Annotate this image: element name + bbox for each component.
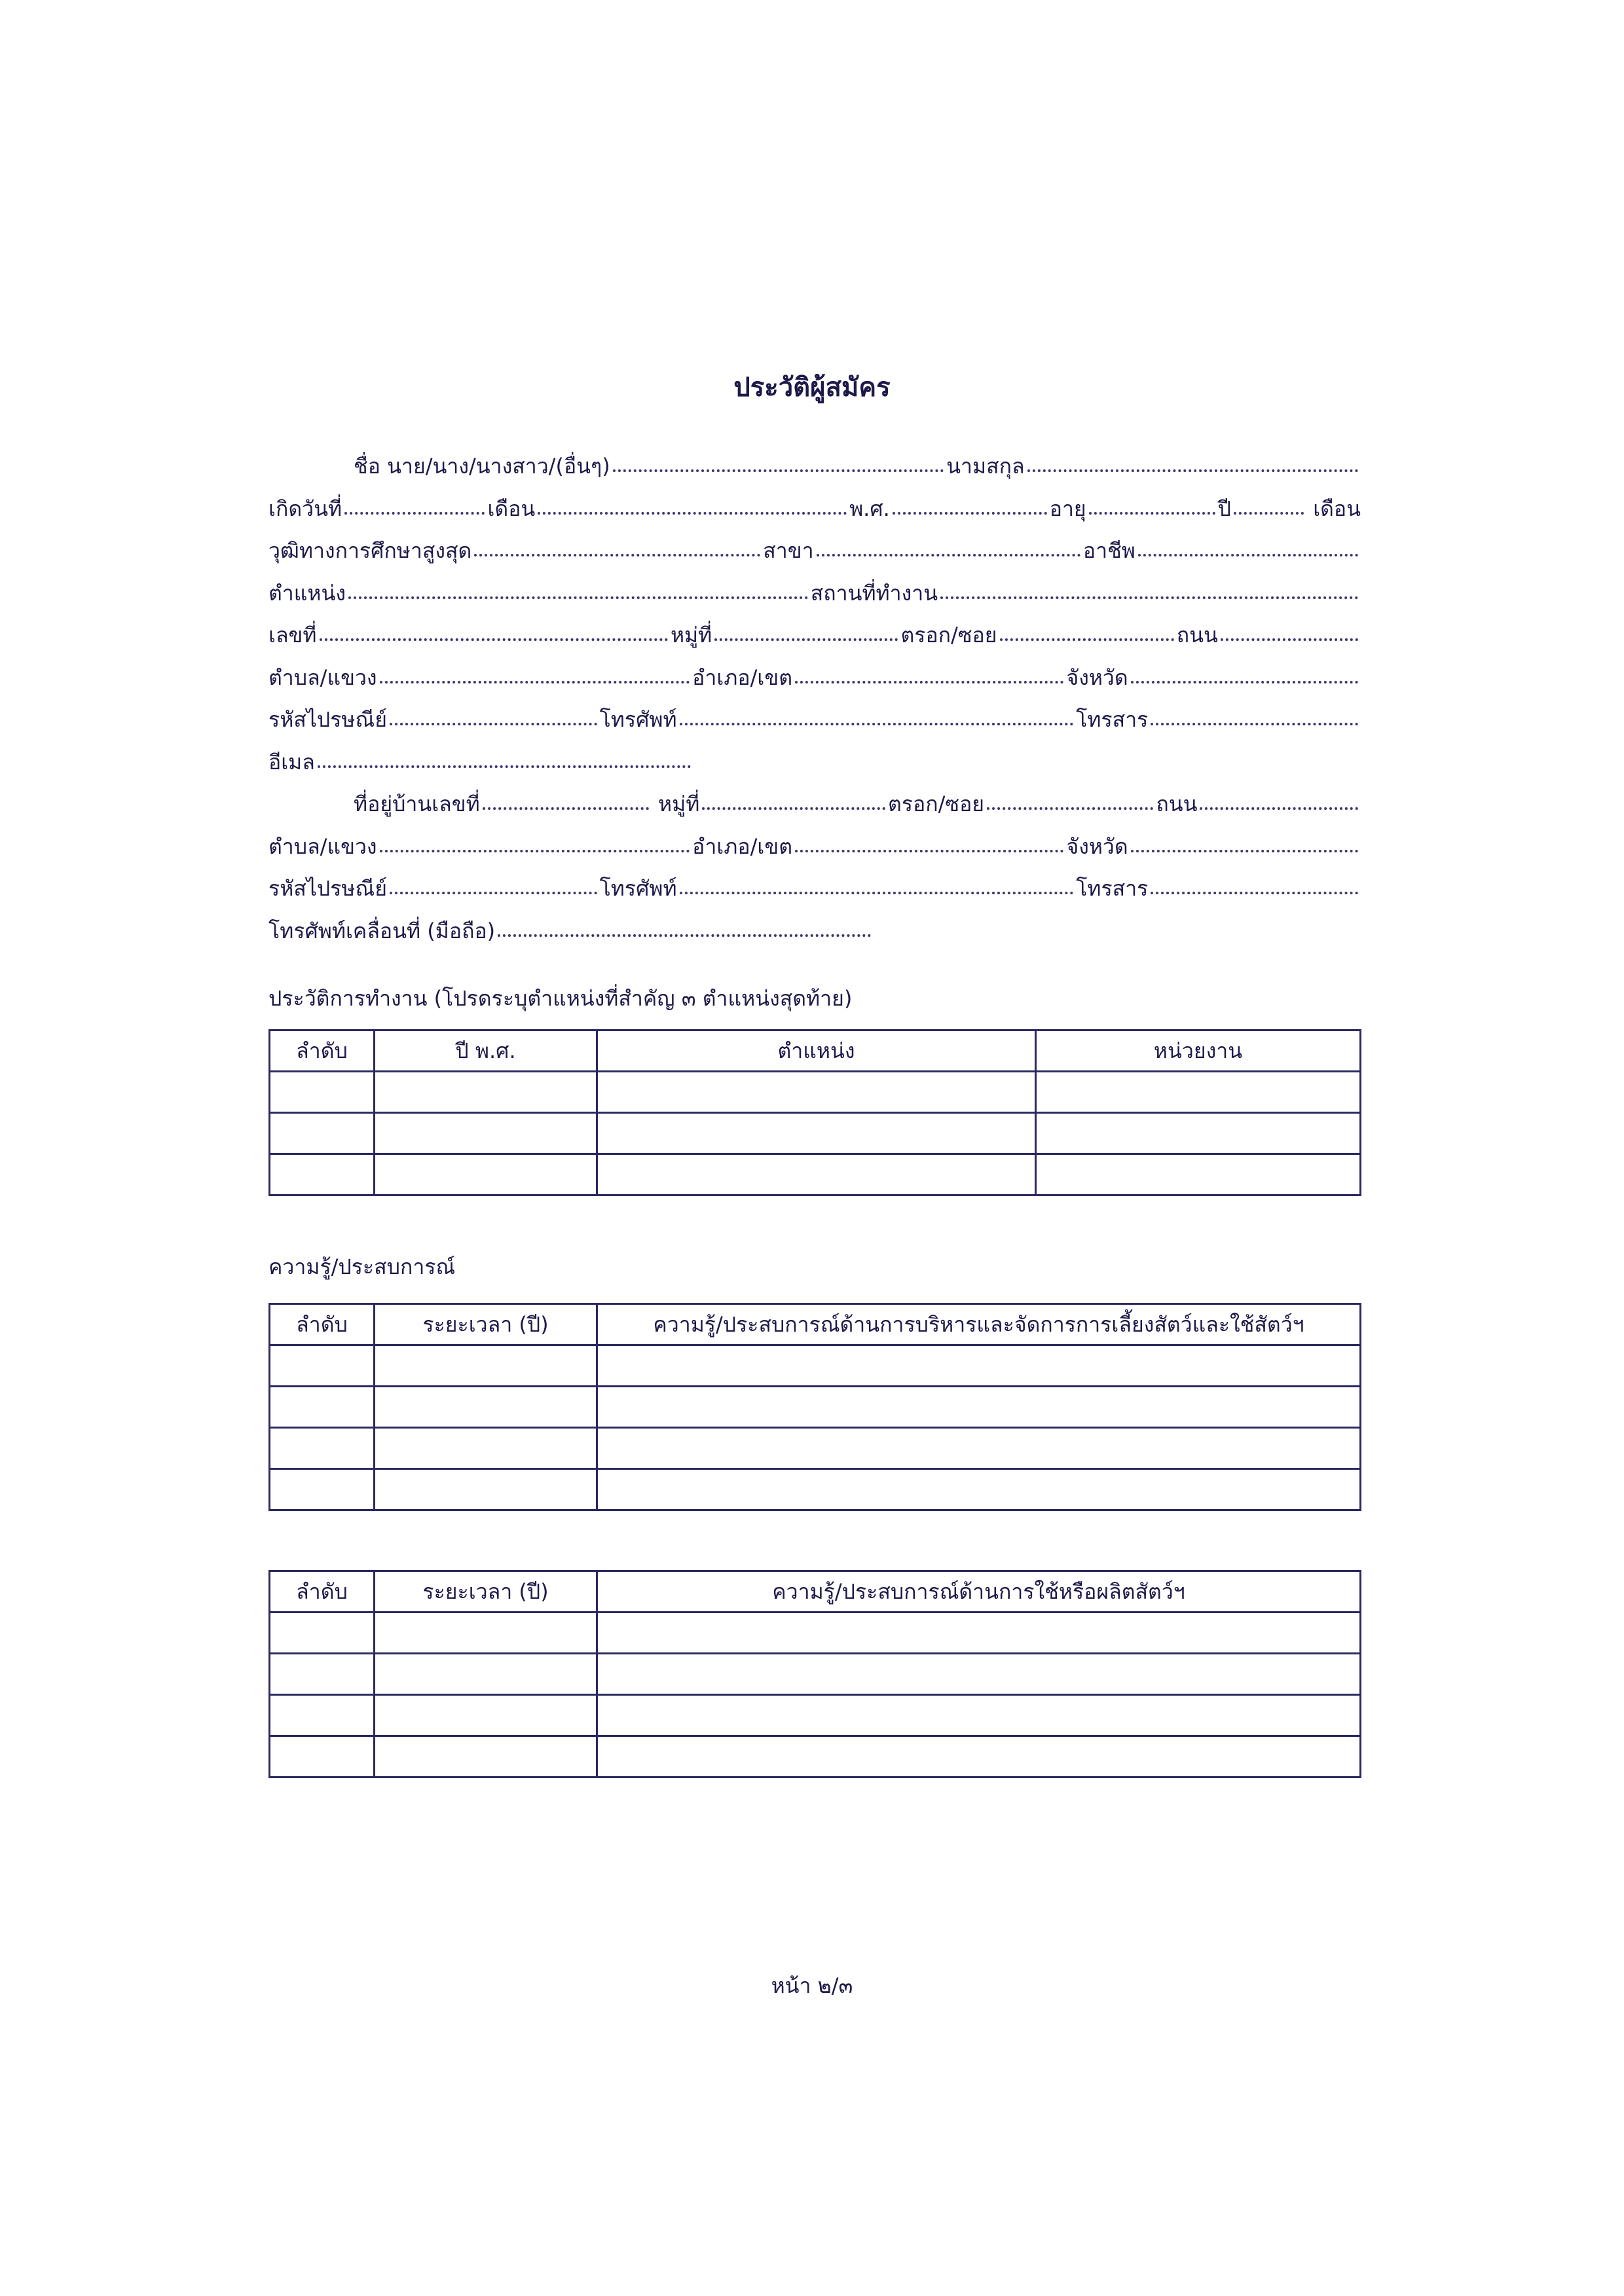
major-label: สาขา [763,538,814,563]
fax-label: โทรสาร [1076,707,1149,732]
year-field[interactable] [893,511,1047,515]
column-header: ความรู้/ประสบการณ์ด้านการใช้หรือผลิตสัตว์ฯ [597,1571,1361,1613]
table-cell[interactable] [375,1345,597,1387]
home-postal-field[interactable] [390,891,597,894]
table-cell[interactable] [375,1428,597,1469]
home-province-label: จังหวัด [1066,833,1128,859]
home-postal-label: รหัสไปรษณีย์ [268,876,387,901]
education-row [268,530,1361,572]
postal-field[interactable] [390,722,597,725]
table-row [270,1613,1361,1654]
occupation-label: อาชีพ [1082,538,1135,563]
table-row [270,1113,1361,1154]
column-header: ระยะเวลา (ปี) [375,1571,597,1613]
column-header: ลำดับ [270,1304,375,1345]
home-moo-label: หมู่ที่ [658,792,700,816]
home-address-row [268,783,1361,826]
education-label: วุฒิทางการศึกษาสูงสุด [268,538,472,563]
birthday-label: เกิดวันที่ [268,496,342,521]
home-moo-field[interactable] [702,807,885,810]
table-header-row [270,1030,1361,1072]
table-row [270,1387,1361,1428]
table-cell[interactable] [597,1113,1036,1154]
email-row [268,741,1361,784]
workplace-label: สถานที่ทำงาน [810,580,938,606]
column-header: ลำดับ [270,1030,375,1072]
table-cell[interactable] [1036,1154,1361,1195]
work-address-row [268,614,1361,657]
table-header-row [270,1571,1361,1613]
table-cell[interactable] [375,1469,597,1510]
table-row [270,1654,1361,1695]
age-label: อายุ [1049,496,1086,521]
province-label: จังหวัด [1066,665,1128,690]
birth-row [268,488,1361,530]
home-fax-label: โทรสาร [1076,876,1149,901]
table-cell[interactable] [270,1613,375,1654]
table-cell[interactable] [597,1613,1361,1654]
home-number-label: ที่อยู่บ้านเลขที่ [354,792,480,816]
column-header: หน่วยงาน [1036,1030,1361,1072]
number-label: เลขที่ [268,623,317,647]
column-header: ความรู้/ประสบการณ์ด้านการบริหารและจัดการการเลี้ยงสัตว์และใช้สัตว์ฯ [597,1304,1361,1345]
mobile-row [268,910,1361,953]
home-road-field[interactable] [1200,807,1358,810]
table-cell[interactable] [597,1345,1361,1387]
table-header-row [270,1304,1361,1345]
table-cell[interactable] [597,1428,1361,1469]
age-month-label: เดือน [1313,496,1361,521]
table-cell[interactable] [270,1695,375,1736]
column-header: ปี พ.ศ. [375,1030,597,1072]
age-field[interactable] [1089,511,1215,515]
personal-info-section [268,445,1361,952]
name-row [268,445,1361,488]
home-district-label: อำเภอ/เขต [692,833,792,859]
road-field[interactable] [1221,638,1358,641]
work-history-table [268,1029,1361,1196]
moo-field[interactable] [714,638,898,641]
table-cell[interactable] [1036,1113,1361,1154]
moo-label: หมู่ที่ [670,623,712,647]
table-cell[interactable] [597,1695,1361,1736]
table-cell[interactable] [375,1654,597,1695]
form-title: ประวัติผู้สมัคร [733,373,891,403]
age-month-field[interactable] [1234,511,1304,515]
table-cell[interactable] [375,1113,597,1154]
work-contact-row [268,699,1361,741]
home-phone-field[interactable] [680,891,1074,894]
table-row [270,1428,1361,1469]
postal-label: รหัสไปรษณีย์ [268,707,387,732]
table-cell[interactable] [270,1469,375,1510]
experience-usage-table [268,1570,1361,1778]
name-label: ชื่อ นาย/นาง/นางสาว/(อื่นๆ) [354,454,610,479]
experience-management-table [268,1303,1361,1511]
table-cell[interactable] [375,1736,597,1777]
workplace-field[interactable] [940,596,1358,599]
road-label: ถนน [1176,623,1218,647]
table-row [270,1072,1361,1113]
table-row [270,1736,1361,1777]
home-phone-label: โทรศัพท์ [599,876,677,901]
table-cell[interactable] [270,1345,375,1387]
mobile-field[interactable] [498,934,871,937]
surname-field[interactable] [1027,469,1358,472]
work-district-row [268,657,1361,699]
experience-heading: ความรู้/ประสบการณ์ [268,1254,456,1279]
table-cell[interactable] [375,1613,597,1654]
birthday-field[interactable] [344,511,485,515]
table-cell[interactable] [270,1654,375,1695]
home-subdistrict-field[interactable] [380,849,690,852]
table-cell[interactable] [597,1469,1361,1510]
table-cell[interactable] [1036,1072,1361,1113]
home-road-label: ถนน [1156,792,1198,816]
alley-field[interactable] [1000,638,1174,641]
position-row [268,572,1361,615]
occupation-field[interactable] [1138,553,1358,556]
table-row [270,1345,1361,1387]
month-field[interactable] [538,511,847,515]
table-cell[interactable] [270,1387,375,1428]
table-cell[interactable] [597,1387,1361,1428]
work-history-heading: ประวัติการทำงาน (โปรดระบุตำแหน่งที่สำคัญ ๓ ตำแหน่งสุดท้าย) [268,986,853,1011]
subdistrict-field[interactable] [380,680,690,683]
home-district-row [268,826,1361,868]
year-label: พ.ศ. [849,496,890,521]
position-label: ตำแหน่ง [268,580,346,606]
fax-field[interactable] [1151,722,1358,725]
table-cell[interactable] [270,1072,375,1113]
district-label: อำเภอ/เขต [692,665,792,690]
home-province-field[interactable] [1131,849,1358,852]
surname-label: นามสกุล [946,454,1025,479]
table-cell[interactable] [597,1072,1036,1113]
month-label: เดือน [487,496,536,521]
phone-field[interactable] [680,722,1074,725]
education-field[interactable] [474,553,760,556]
position-field[interactable] [348,596,808,599]
district-field[interactable] [795,680,1063,683]
email-label: อีเมล [268,749,315,774]
table-cell[interactable] [270,1428,375,1469]
table-cell[interactable] [597,1654,1361,1695]
table-row [270,1469,1361,1510]
home-district-field[interactable] [795,849,1063,852]
table-row [270,1695,1361,1736]
table-row [270,1154,1361,1195]
table-cell[interactable] [375,1387,597,1428]
home-alley-field[interactable] [987,807,1153,810]
table-cell[interactable] [597,1154,1036,1195]
page-number: หน้า ๒/๓ [771,1973,853,1998]
number-field[interactable] [320,638,668,641]
alley-label: ตรอก/ซอย [900,623,997,647]
subdistrict-label: ตำบล/แขวง [268,665,377,690]
province-field[interactable] [1131,680,1358,683]
column-header: ลำดับ [270,1571,375,1613]
name-field[interactable] [613,469,944,472]
table-cell[interactable] [375,1072,597,1113]
email-field[interactable] [318,765,691,768]
table-cell[interactable] [597,1736,1361,1777]
table-cell[interactable] [375,1154,597,1195]
table-cell[interactable] [375,1695,597,1736]
home-subdistrict-label: ตำบล/แขวง [268,833,377,859]
major-field[interactable] [817,553,1080,556]
home-contact-row [268,867,1361,910]
age-year-label: ปี [1217,496,1231,521]
table-cell[interactable] [270,1154,375,1195]
home-number-field[interactable] [483,807,649,810]
phone-label: โทรศัพท์ [599,707,677,732]
column-header: ตำแหน่ง [597,1030,1036,1072]
table-cell[interactable] [270,1736,375,1777]
home-alley-label: ตรอก/ซอย [888,792,985,816]
home-fax-field[interactable] [1151,891,1358,894]
mobile-label: โทรศัพท์เคลื่อนที่ (มือถือ) [268,918,496,943]
column-header: ระยะเวลา (ปี) [375,1304,597,1345]
table-cell[interactable] [270,1113,375,1154]
